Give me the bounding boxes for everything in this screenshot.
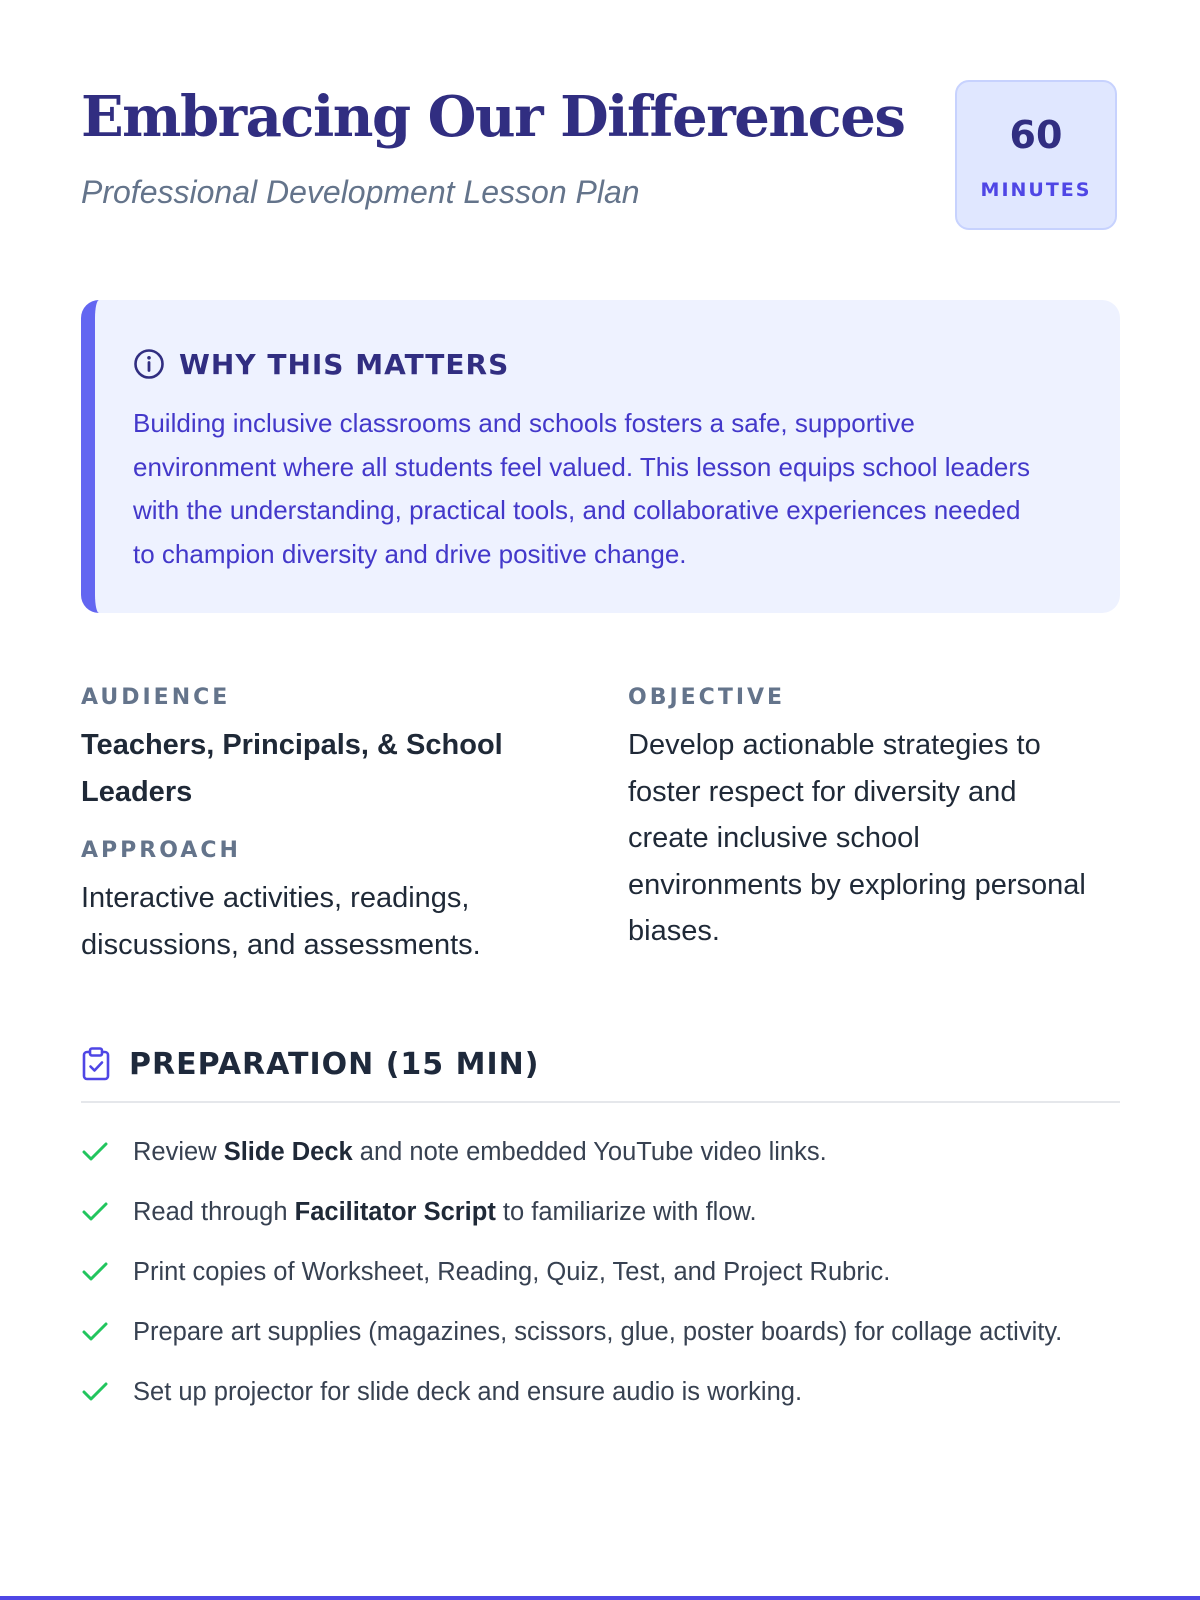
approach-label: APPROACH (81, 838, 241, 863)
preparation-list (81, 1132, 1120, 1432)
check-icon (81, 1260, 109, 1284)
duration-badge (955, 80, 1117, 230)
item-bold: Slide Deck (223, 1138, 353, 1166)
item-bold: Facilitator Script (294, 1198, 496, 1226)
list-item (81, 1372, 1120, 1412)
why-this-matters-callout (81, 300, 1120, 613)
divider (81, 1101, 1120, 1103)
list-item (81, 1192, 1120, 1232)
list-item (81, 1252, 1120, 1292)
check-icon (81, 1380, 109, 1404)
page-subtitle: Professional Development Lesson Plan (81, 174, 640, 210)
item-text: Read through (133, 1198, 295, 1226)
audience-label: AUDIENCE (81, 685, 231, 710)
why-text: Building inclusive classrooms and schools fosters a safe, supportive environment where all students feel valued. This lesson equips school leaders with the understanding, practical tools, and collaborative experiences needed to champion diversity and drive positive change. (133, 408, 1031, 569)
item-text: Prepare art supplies (magazines, scissors, glue, poster boards) for collage activity. (133, 1318, 1063, 1346)
bottom-accent-line (0, 1596, 1200, 1600)
check-icon (81, 1200, 109, 1224)
why-header (133, 344, 509, 384)
page-title: Embracing Our Differences (81, 84, 905, 150)
check-icon (81, 1140, 109, 1164)
preparation-title: PREPARATION (15 MIN) (129, 1046, 540, 1082)
preparation-header (81, 1044, 539, 1084)
info-left-column (81, 684, 551, 968)
item-text: Print copies of Worksheet, Reading, Quiz, Test, and Project Rubric. (133, 1258, 891, 1286)
objective-value: Develop actionable strategies to foster respect for diversity and create inclusive school environments by exploring personal biases. (628, 729, 1086, 947)
approach-value: Interactive activities, readings, discussions, and assessments. (81, 882, 481, 961)
why-title: WHY THIS MATTERS (179, 347, 510, 381)
audience-value: Teachers, Principals, & School Leaders (81, 729, 503, 808)
list-item (81, 1132, 1120, 1172)
clipboard-check-icon (81, 1047, 111, 1081)
duration-value: 60 (1009, 113, 1063, 157)
check-icon (81, 1320, 109, 1344)
item-text-after: and note embedded YouTube video links. (352, 1138, 827, 1166)
item-text-after: to familiarize with flow. (495, 1198, 757, 1226)
duration-unit: MINUTES (980, 179, 1092, 201)
objective-label: OBJECTIVE (628, 685, 786, 710)
header (81, 80, 1120, 234)
info-icon (133, 348, 165, 380)
list-item (81, 1312, 1120, 1352)
item-text: Review (133, 1138, 224, 1166)
item-text: Set up projector for slide deck and ensure audio is working. (133, 1378, 803, 1406)
info-right-column (628, 684, 1098, 955)
